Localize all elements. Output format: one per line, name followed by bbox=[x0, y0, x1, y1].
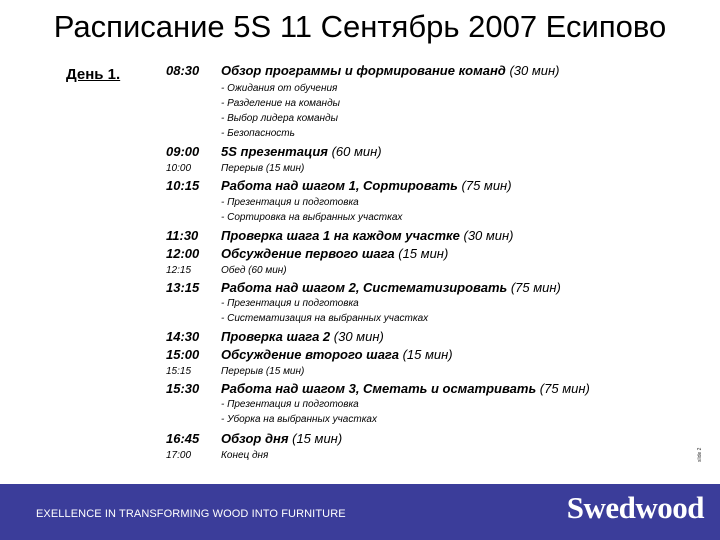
row-title: 5S презентация bbox=[221, 144, 328, 159]
row-title: Обзор дня bbox=[221, 431, 289, 446]
day-label: День 1. bbox=[66, 66, 121, 83]
row-title: Работа над шагом 3, Сметать и осматривать bbox=[221, 381, 537, 396]
row-time: 15:30 bbox=[166, 381, 200, 396]
row-text: Перерыв (15 мин) bbox=[221, 163, 305, 174]
row-time: 17:00 bbox=[166, 450, 192, 461]
row-text bbox=[221, 246, 448, 261]
schedule-row bbox=[0, 280, 720, 298]
row-text: - Презентация и подготовка bbox=[221, 197, 359, 208]
row-time: 11:30 bbox=[166, 228, 199, 243]
schedule-row bbox=[0, 161, 720, 179]
row-time: 13:15 bbox=[166, 280, 200, 295]
row-time: 15:00 bbox=[166, 347, 200, 362]
row-time: 09:00 bbox=[166, 144, 200, 159]
schedule-subitem bbox=[0, 413, 720, 431]
row-text bbox=[221, 381, 590, 396]
schedule-subitem bbox=[0, 211, 720, 229]
row-text bbox=[221, 280, 561, 295]
row-duration: (30 мин) bbox=[509, 63, 560, 78]
row-text: - Уборка на выбранных участках bbox=[221, 414, 377, 425]
company-logo: Swedwood bbox=[566, 490, 704, 525]
row-text: - Разделение на команды bbox=[221, 98, 340, 109]
page-title: Расписание 5S 11 Сентябрь 2007 Есипово bbox=[53, 9, 667, 44]
schedule-row bbox=[0, 381, 720, 399]
row-time: 08:30 bbox=[166, 63, 200, 78]
row-text: - Презентация и подготовка bbox=[221, 399, 359, 410]
row-title: Обсуждение второго шага bbox=[221, 347, 399, 362]
row-duration: (75 мин) bbox=[510, 280, 561, 295]
row-text bbox=[221, 347, 453, 362]
schedule-row bbox=[0, 431, 720, 449]
row-text bbox=[221, 329, 384, 344]
row-time: 16:45 bbox=[166, 431, 200, 446]
row-duration: (15 мин) bbox=[292, 431, 343, 446]
row-duration: (15 мин) bbox=[402, 347, 453, 362]
footer-bar bbox=[0, 484, 720, 540]
row-text bbox=[221, 178, 512, 193]
row-time: 15:15 bbox=[166, 366, 192, 377]
schedule-row bbox=[0, 144, 720, 162]
schedule-row bbox=[0, 63, 720, 81]
row-text bbox=[221, 144, 382, 159]
slide-number: slide 2 bbox=[697, 447, 703, 462]
schedule-subitem bbox=[0, 312, 720, 330]
row-time: 12:00 bbox=[166, 246, 200, 261]
row-title: Обзор программы и формирование команд bbox=[221, 63, 506, 78]
row-title: Проверка шага 2 bbox=[221, 329, 331, 344]
row-text: - Презентация и подготовка bbox=[221, 298, 359, 309]
row-time: 10:00 bbox=[166, 163, 192, 174]
row-text: Перерыв (15 мин) bbox=[221, 366, 305, 377]
row-text: - Систематизация на выбранных участках bbox=[221, 313, 429, 324]
schedule-row bbox=[0, 178, 720, 196]
row-text: Обед (60 мин) bbox=[221, 265, 287, 276]
schedule-row bbox=[0, 246, 720, 264]
schedule-row bbox=[0, 448, 720, 466]
row-text bbox=[221, 63, 560, 78]
schedule-subitem bbox=[0, 127, 720, 145]
row-time: 14:30 bbox=[166, 329, 200, 344]
row-text: - Ожидания от обучения bbox=[221, 83, 338, 94]
row-title: Проверка шага 1 на каждом участке bbox=[221, 228, 460, 243]
row-duration: (30 мин) bbox=[463, 228, 514, 243]
footer-slogan: EXELLENCE IN TRANSFORMING WOOD INTO FURNITURE bbox=[36, 508, 346, 520]
schedule-row bbox=[0, 364, 720, 382]
row-duration: (30 мин) bbox=[333, 329, 384, 344]
row-text bbox=[221, 228, 514, 243]
row-time: 10:15 bbox=[166, 178, 200, 193]
row-text: - Безопасность bbox=[221, 128, 295, 139]
schedule-row bbox=[0, 228, 720, 246]
row-text bbox=[221, 431, 342, 446]
row-title: Обсуждение первого шага bbox=[221, 246, 395, 261]
row-text: - Выбор лидера команды bbox=[221, 113, 338, 124]
row-title: Работа над шагом 2, Систематизировать bbox=[221, 280, 508, 295]
schedule-row bbox=[0, 263, 720, 281]
row-text: Конец дня bbox=[221, 450, 269, 461]
schedule-row bbox=[0, 329, 720, 347]
row-duration: (15 мин) bbox=[398, 246, 449, 261]
row-duration: (75 мин) bbox=[539, 381, 590, 396]
row-title: Работа над шагом 1, Сортировать bbox=[221, 178, 458, 193]
schedule-row bbox=[0, 347, 720, 365]
row-time: 12:15 bbox=[166, 265, 192, 276]
row-duration: (60 мин) bbox=[331, 144, 382, 159]
row-duration: (75 мин) bbox=[461, 178, 512, 193]
row-text: - Сортировка на выбранных участках bbox=[221, 212, 403, 223]
